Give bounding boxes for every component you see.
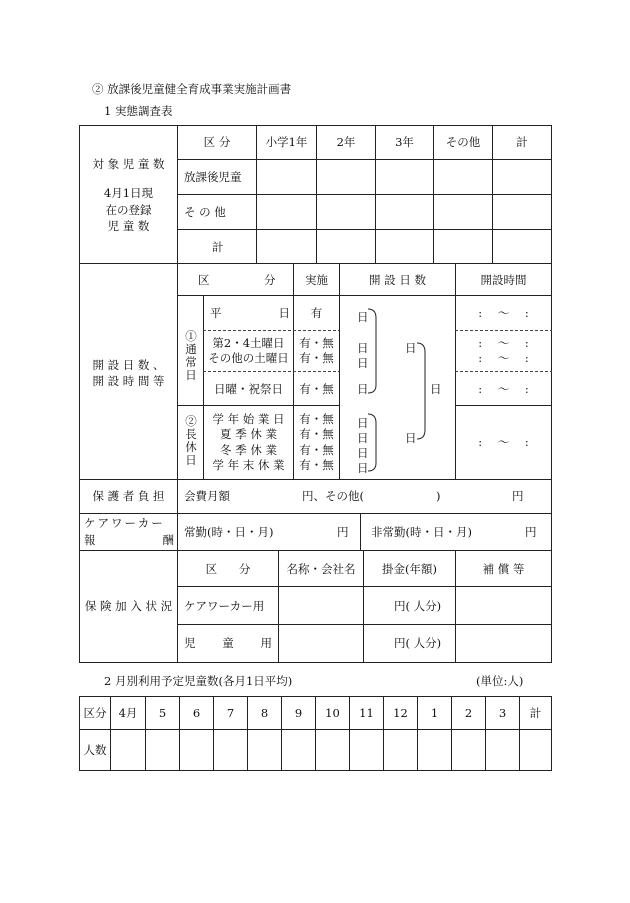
s2-col-hours: 開設時間 [480,273,527,287]
monthly-head-10: 10 [325,706,340,720]
day-label: 日 [357,310,369,324]
day-label: 日 [405,431,417,445]
s4-parttime: 非常勤(時・日・月) [371,525,472,539]
section-2-title: 2 月別利用予定児童数(各月1日平均) [104,674,293,688]
monthly-head-1: 1 [430,706,439,720]
bracket-2 [417,343,425,439]
s5-row-careworker: ケアワーカー用 [184,599,265,613]
s2-row-sat24: 第2・4土曜日 [212,336,285,350]
s2-row-sat-other: その他の土曜日 [208,351,289,365]
time-slot: : 〜 : [478,382,529,396]
monthly-row-count: 人数 [83,743,107,757]
day-label: 日 [357,461,369,475]
monthly-head-7: 7 [226,706,235,720]
s2-col-bun: 分 [264,273,276,287]
s2-impl-1: 有 [310,306,323,320]
s2-impl-7: 有・無 [299,443,334,457]
unit-label: (単位:人) [476,674,524,688]
s1-col-kubun: 区 分 [203,135,231,149]
s2-row-term-start: 学 年 始 業 日 [212,412,285,426]
s2-impl-8: 有・無 [299,458,334,472]
s2-row-sunday: 日曜・祝祭日 [214,382,283,396]
s2-impl-3: 有・無 [299,351,334,365]
s2-row-weekday: 平 日 [210,306,290,320]
s2-col-days: 開 設 日 数 [369,273,426,287]
s3-yen: 円 [512,489,524,503]
s4-fulltime: 常勤(時・日・月) [184,525,274,539]
monthly-head-11: 11 [359,706,374,720]
s1-col-total: 計 [516,135,528,149]
s1-sub-3: 児 童 数 [107,219,150,233]
day-label: 日 [357,382,369,396]
day-label: 日 [357,416,369,430]
s5-col-coverage: 補 償 等 [482,562,525,576]
s5-col-company: 名称・会社名 [286,562,356,576]
s3-label: 保 護 者 負 担 [92,489,165,503]
s2-row-summer: 夏 季 休 業 [220,427,277,441]
s5-fee-2: 円( 人分) [394,636,442,650]
monthly-head-kubun: 区分 [83,706,107,720]
s4-label-1: ケアワーカー [84,516,165,530]
s5-col-premium: 掛金(年額) [382,562,437,576]
monthly-head-8: 8 [260,706,269,720]
day-label: 日 [357,431,369,445]
day-label: 日 [405,341,417,355]
s5-fee-1: 円( 人分) [394,599,442,613]
time-slot: : 〜 : [478,336,529,350]
s1-sub-2: 在の登録 [105,203,152,217]
day-label: 日 [430,382,442,396]
s2-impl-5: 有・無 [299,412,334,426]
s2-group-normal: ①通常日 [185,329,197,382]
s1-row-other: そ の 他 [184,205,226,219]
s5-row-child: 児 童 用 [184,636,272,650]
time-slot: : 〜 : [478,306,529,320]
monthly-head-3: 3 [498,706,507,720]
s4-fulltime-yen: 円 [337,525,349,539]
time-slot: : 〜 : [478,435,529,449]
s2-impl-6: 有・無 [299,427,334,441]
monthly-head-12: 12 [393,706,408,720]
s5-col-kubun: 区 分 [205,562,251,576]
monthly-head-5: 5 [158,706,167,720]
s2-label-2: 開 設 時 間 等 [92,374,165,388]
monthly-head-2: 2 [464,706,473,720]
s2-row-year-end: 学 年 末 休 業 [212,458,285,472]
page-heading: ② 放課後児童健全育成事業実施計画書 [92,82,292,96]
s2-impl-2: 有・無 [299,336,334,350]
s2-col-impl: 実施 [305,273,328,287]
s3-paren-close: ) [436,489,441,503]
day-label: 日 [357,356,369,370]
s2-group-long: ②長休日 [185,414,197,467]
s1-row-total: 計 [212,240,224,254]
s1-col-other: その他 [445,135,481,149]
s2-row-winter: 冬 季 休 業 [220,443,277,457]
s1-label: 対 象 児 童 数 [92,157,165,171]
s1-col-grade3: 3年 [395,135,414,149]
s1-col-grade2: 2年 [336,135,356,149]
s2-label-1: 開 設 日 数 、 [92,358,165,372]
bracket-3 [368,414,376,471]
bracket-1 [368,309,376,393]
s2-impl-4: 有・無 [299,382,334,396]
s4-label-2: 報 酬 [84,533,174,547]
time-slot: : 〜 : [478,351,529,365]
monthly-head-9: 9 [294,706,303,720]
s5-label: 保 険 加 入 状 況 [84,599,173,613]
day-label: 日 [357,446,369,460]
s1-row-afterschool: 放課後児童 [184,170,242,184]
s4-parttime-yen: 円 [525,525,537,539]
s3-other-label: 円、その他( [302,489,364,503]
monthly-head-total: 計 [529,706,542,720]
monthly-head-6: 6 [192,706,201,720]
s2-col-ku: 区 [198,273,210,287]
monthly-head-apr: 4月 [118,706,138,720]
s1-col-grade1: 小学1年 [265,135,308,149]
s3-fee-label: 会費月額 [184,489,230,503]
s1-sub-1: 4月1日現 [103,186,154,200]
day-label: 日 [357,341,369,355]
section-1-title: 1 実態調査表 [104,104,173,118]
